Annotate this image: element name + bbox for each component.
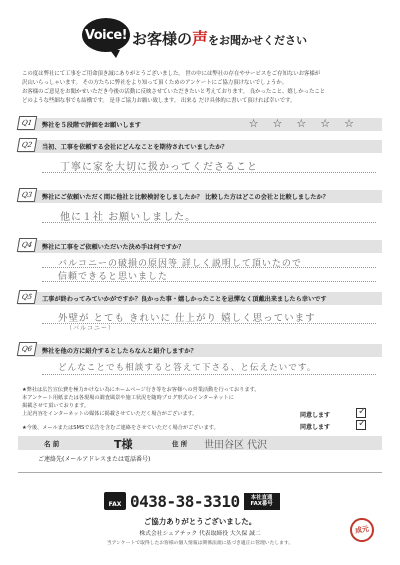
header (0, 0, 400, 66)
voice-badge: Voice! (82, 18, 130, 52)
star-icon[interactable]: ☆ (320, 117, 331, 130)
question-text: 当初、工事を依頼する会社にどんなことを期待されていましたか？ (42, 144, 228, 151)
question-2 (18, 140, 382, 186)
question-text: 弊社にご依頼いただく間に他社と比較検討をしましたか？ 比較した方はどこの会社と比較しましたか？ (42, 194, 329, 201)
question-3 (18, 190, 382, 236)
question-text: 弊社に工事をご依頼いただいた決め手は何ですか？ (42, 244, 185, 251)
contact-field[interactable] (18, 472, 382, 473)
answer-text-line-1[interactable]: バルコニーの破損の原因等 詳しく説明して頂いたので (58, 259, 302, 269)
thanks-text: ご協力ありがとうございました。 (143, 517, 257, 526)
answer-line (42, 281, 376, 282)
question-number: Q5 (17, 290, 37, 304)
name-label: 名 前 (44, 440, 60, 448)
agree-checkbox[interactable] (356, 408, 366, 418)
fax-icon: FAX (104, 492, 126, 510)
sms-notes: ★今後、メールまたはSMSで広告を含むご連絡をさせていただく場合がございます。 (22, 425, 219, 431)
answer-line (42, 222, 376, 223)
question-number: Q1 (17, 116, 37, 130)
question-6 (18, 344, 382, 384)
company-name: 株式会社シェアテック 代表取締役 大久保 誠二 (139, 531, 261, 537)
answer-text[interactable]: 外壁が とても きれいに 仕上がり 嬉しく思っています (58, 313, 316, 324)
answer-line (42, 374, 376, 375)
seal-stamp: 成元 (348, 516, 376, 544)
answer-line (42, 172, 376, 173)
agree-checkbox-2[interactable] (356, 420, 366, 430)
question-1 (18, 118, 382, 131)
answer-line (42, 323, 376, 324)
question-number: Q2 (17, 138, 37, 152)
address-field[interactable]: 世田谷区 代沢 (204, 440, 268, 451)
agree-label: 同意します (300, 412, 331, 419)
name-field[interactable]: T様 (114, 438, 133, 451)
contact-label: ご連絡先(メールアドレスまたは電話番号) (38, 456, 151, 463)
question-5 (18, 292, 382, 342)
question-4 (18, 240, 382, 290)
star-icon[interactable]: ☆ (296, 117, 307, 130)
answer-note: （バルコニー） (66, 325, 116, 332)
fax-label: 本社直通 FAX番号 (244, 493, 280, 510)
agree-label-2: 同意します (300, 424, 331, 431)
address-label: 住 所 (172, 440, 188, 448)
privacy-notice: 当アンケートで取得したお客様の個人情報は関係法規に基づき適正に管理いたします。 (106, 541, 294, 546)
check-icon: ✓ (358, 418, 367, 429)
question-number: Q4 (17, 238, 37, 252)
fax-box (104, 490, 304, 512)
page-title: お客様の声をお聞かせください (132, 29, 308, 48)
question-number: Q6 (17, 342, 37, 356)
consent-notes: ★弊社は広告宣伝費を極力かけない為にホームページ行き等をお客様への営業活動を行っております。 本アンケート用紙または各現場の調査風景や施工状況を随時ブログ形式のインターネットに 掲載させて頂いております。 上記内容をインターネットの媒体に掲載させていただく場合がございます。 (22, 387, 260, 417)
question-text: 弊社を５段階で評価をお願いします (42, 122, 141, 129)
answer-text[interactable]: 他に１社 お願いしました。 (60, 212, 197, 223)
intro-text: この度は弊社にて工事をご用命頂き誠にありがとうございました。 世の中には弊社の存在やサービスをご存知ないお客様が 沢山いらっしゃいます。 その方たちに弊社をより知って頂くためのアンケートにご協力頂けないでしょうか。 お客様のご意見をお聞かせいただき今後の活動に反映させていただきたいと考えております。 良かったこと、嬉しかったこと どのような些細な事でも結構です。 是非ご協力お願い致します。 出来る だけ具体的に書いて頂ければ幸いです。 (22, 71, 326, 104)
star-icon[interactable]: ☆ (344, 117, 354, 130)
star-icon[interactable]: ☆ (272, 117, 283, 130)
check-icon: ✓ (358, 406, 367, 417)
answer-text[interactable]: 丁寧に家を大切に扱かってくださること (60, 162, 258, 173)
answer-line (42, 267, 376, 268)
question-text: 弊社を他の方に紹介するとしたらなんと紹介しますか？ (42, 348, 197, 355)
rating-stars[interactable] (249, 118, 354, 130)
fax-number: 0438-38-3310 (130, 491, 240, 511)
question-number: Q3 (17, 188, 37, 202)
answer-text-line-2[interactable]: 信頼できると思いました (58, 272, 169, 282)
name-address-row (18, 436, 382, 450)
question-text: 工事が終わってみていかがですか？良かった事・嬉しかったことを忌憚なく頂戴出来ましたら幸いです (42, 296, 327, 303)
answer-text[interactable]: どんなことでも相談すると答えて下さる、と伝えたいです。 (58, 363, 317, 373)
star-icon[interactable]: ☆ (248, 117, 259, 130)
